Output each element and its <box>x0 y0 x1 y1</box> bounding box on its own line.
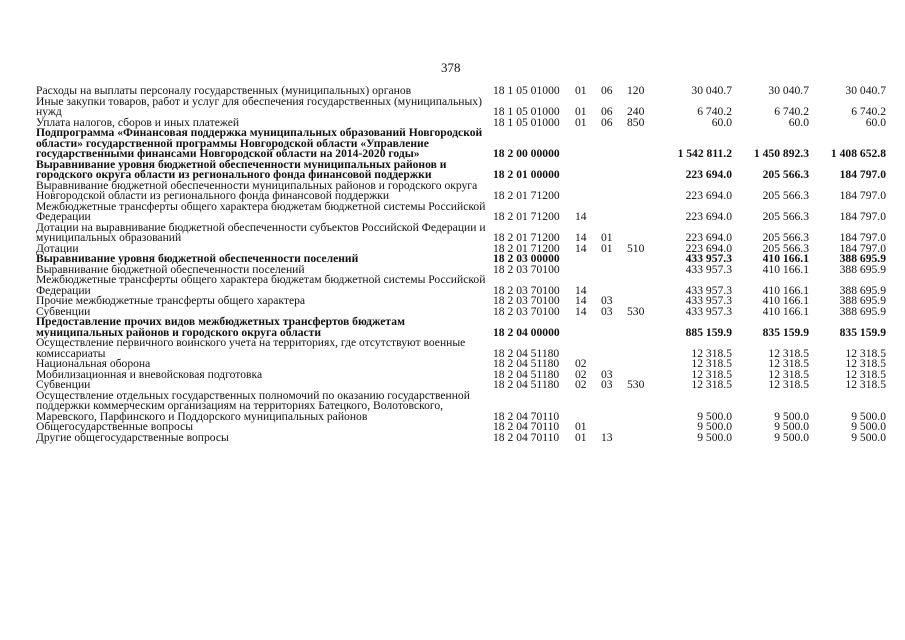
target-code: 18 2 01 00000 <box>493 168 560 181</box>
amount-year-2: 205 566.3 <box>762 189 809 202</box>
amount-year-1: 433 957.3 <box>685 262 732 276</box>
subsection-code: 03 <box>601 304 613 318</box>
amount-year-2: 6 740.2 <box>774 105 809 118</box>
target-code: 18 2 01 71200 <box>493 241 560 255</box>
target-code: 18 1 05 01000 <box>493 115 560 129</box>
expense-type-code: 850 <box>627 115 645 129</box>
amount-year-2: 9 500.0 <box>774 430 809 444</box>
amount-year-1: 433 957.3 <box>685 283 732 297</box>
section-code <box>575 160 601 181</box>
section-code <box>575 128 601 160</box>
section-code <box>575 338 601 359</box>
page-number: 378 <box>441 60 461 75</box>
amount-year-3: 30 040.7 <box>845 84 886 97</box>
subsection-code: 06 <box>601 105 613 118</box>
target-code: 18 2 01 71200 <box>493 189 560 202</box>
table-row <box>36 296 886 307</box>
amount-year-3: 12 318.5 <box>845 357 886 370</box>
amount-year-1: 6 740.2 <box>697 105 732 118</box>
row-name: Подпрограмма «Финансовая поддержка муниципальных образований Новгородской области» государственной программы Новгородской области «Управление государственными финансами Новгородской области на 2014-2020 годы» <box>36 126 483 160</box>
subsection-code <box>601 317 627 338</box>
row-name: Выравнивание бюджетной обеспеченности поселений <box>36 262 305 276</box>
table-row <box>36 223 886 244</box>
section-code: 14 <box>575 283 587 297</box>
amount-year-1: 9 500.0 <box>697 420 732 433</box>
section-code: 14 <box>575 231 587 244</box>
row-name: Выравнивание уровня бюджетной обеспеченности муниципальных районов и городского округа области из регионального фонда финансовой поддержки <box>36 157 447 181</box>
expense-type-code <box>627 254 655 265</box>
amount-year-3: 6 740.2 <box>851 105 886 118</box>
section-code: 01 <box>575 84 587 97</box>
row-name: Субвенции <box>36 378 91 391</box>
row-name: Национальная оборона <box>36 357 151 370</box>
amount-year-1: 60.0 <box>711 115 732 129</box>
expense-type-code <box>627 275 655 296</box>
table-row <box>36 391 886 423</box>
row-name: Иные закупки товаров, работ и услуг для обеспечения государственных (муниципальных) нужд <box>36 94 482 118</box>
amount-year-1: 12 318.5 <box>691 367 732 381</box>
target-code: 18 2 03 70100 <box>493 294 560 307</box>
target-code: 18 1 05 01000 <box>493 84 560 97</box>
amount-year-2: 835 159.9 <box>762 325 809 339</box>
expense-type-code: 510 <box>627 241 645 255</box>
row-name: Другие общегосударственные вопросы <box>36 430 229 444</box>
target-code: 18 2 04 51180 <box>493 346 560 360</box>
subsection-code <box>601 338 627 359</box>
section-code <box>575 181 601 202</box>
target-code: 18 1 05 01000 <box>493 105 560 118</box>
amount-year-3: 184 797.0 <box>839 231 886 244</box>
amount-year-2: 12 318.5 <box>768 346 809 360</box>
amount-year-2: 1 450 892.3 <box>753 147 809 160</box>
table-row <box>36 181 886 202</box>
subsection-code: 01 <box>601 231 613 244</box>
amount-year-3: 184 797.0 <box>839 168 886 181</box>
table-row <box>36 370 886 381</box>
amount-year-1: 433 957.3 <box>685 294 732 307</box>
row-name: Осуществление первичного воинского учета на территориях, где отсутствуют военные комиссариаты <box>36 336 466 360</box>
amount-year-2: 205 566.3 <box>762 231 809 244</box>
amount-year-2: 205 566.3 <box>762 210 809 223</box>
target-code: 18 2 03 00000 <box>493 252 560 265</box>
subsection-code <box>601 128 627 160</box>
row-name: Расходы на выплаты персоналу государственных (муниципальных) органов <box>36 84 412 97</box>
subsection-code <box>601 265 627 276</box>
amount-year-2: 9 500.0 <box>774 409 809 423</box>
row-name: Уплата налогов, сборов и иных платежей <box>36 115 240 129</box>
amount-year-3: 184 797.0 <box>839 210 886 223</box>
target-code: 18 2 04 70110 <box>493 409 560 423</box>
amount-year-1: 223 694.0 <box>685 210 732 223</box>
amount-year-1: 433 957.3 <box>685 252 732 265</box>
expense-type-code <box>627 338 655 359</box>
target-code: 18 2 04 51180 <box>493 367 560 381</box>
table-row <box>36 97 886 118</box>
expense-type-code <box>627 265 655 276</box>
amount-year-2: 9 500.0 <box>774 420 809 433</box>
table-row <box>36 317 886 338</box>
budget-table <box>36 86 886 443</box>
subsection-code <box>601 160 627 181</box>
amount-year-3: 12 318.5 <box>845 367 886 381</box>
section-code: 14 <box>575 304 587 318</box>
section-code: 02 <box>575 378 587 391</box>
subsection-code <box>601 275 627 296</box>
section-code: 01 <box>575 105 587 118</box>
amount-year-3: 60.0 <box>865 115 886 129</box>
expense-type-code <box>627 391 655 423</box>
target-code: 18 2 04 00000 <box>493 325 560 339</box>
row-name: Прочие межбюджетные трансферты общего характера <box>36 294 306 307</box>
row-name: Субвенции <box>36 304 91 318</box>
amount-year-3: 9 500.0 <box>851 420 886 433</box>
amount-year-1: 223 694.0 <box>685 168 732 181</box>
target-code: 18 2 00 00000 <box>493 147 560 160</box>
amount-year-3: 184 797.0 <box>839 241 886 255</box>
section-code <box>575 317 601 338</box>
expense-type-code <box>627 422 655 433</box>
amount-year-1: 30 040.7 <box>691 84 732 97</box>
amount-year-1: 223 694.0 <box>685 231 732 244</box>
expense-type-code: 240 <box>627 105 645 118</box>
section-code: 02 <box>575 367 587 381</box>
amount-year-1: 223 694.0 <box>685 241 732 255</box>
expense-type-code <box>627 181 655 202</box>
table-row <box>36 275 886 296</box>
amount-year-2: 410 166.1 <box>762 304 809 318</box>
expense-type-code <box>627 317 655 338</box>
amount-year-3: 388 695.9 <box>839 252 886 265</box>
amount-year-2: 410 166.1 <box>762 283 809 297</box>
target-code: 18 2 04 51180 <box>493 378 560 391</box>
expense-type-code <box>627 223 655 244</box>
amount-year-3: 184 797.0 <box>839 189 886 202</box>
section-code: 01 <box>575 420 587 433</box>
section-code: 14 <box>575 241 587 255</box>
amount-year-3: 9 500.0 <box>851 430 886 444</box>
amount-year-3: 12 318.5 <box>845 378 886 391</box>
amount-year-3: 1 408 652.8 <box>830 147 886 160</box>
subsection-code <box>601 254 627 265</box>
subsection-code <box>601 181 627 202</box>
target-code: 18 2 03 70100 <box>493 304 560 318</box>
amount-year-2: 60.0 <box>788 115 809 129</box>
row-name: Межбюджетные трансферты общего характера бюджетам бюджетной системы Российской Федерации <box>36 199 486 223</box>
expense-type-code: 530 <box>627 304 645 318</box>
section-code: 02 <box>575 357 587 370</box>
amount-year-2: 410 166.1 <box>762 294 809 307</box>
amount-year-1: 12 318.5 <box>691 357 732 370</box>
expense-type-code: 530 <box>627 378 645 391</box>
row-name: Мобилизационная и вневойсковая подготовка <box>36 367 263 381</box>
section-code <box>575 391 601 423</box>
amount-year-2: 12 318.5 <box>768 357 809 370</box>
table-row <box>36 338 886 359</box>
amount-year-3: 388 695.9 <box>839 262 886 276</box>
row-name: Дотации <box>36 241 79 255</box>
amount-year-2: 205 566.3 <box>762 168 809 181</box>
table-row <box>36 160 886 181</box>
subsection-code: 01 <box>601 241 613 255</box>
expense-type-code <box>627 433 655 444</box>
subsection-code <box>601 202 627 223</box>
expense-type-code <box>627 128 655 160</box>
amount-year-1: 9 500.0 <box>697 409 732 423</box>
subsection-code: 06 <box>601 115 613 129</box>
amount-year-2: 410 166.1 <box>762 262 809 276</box>
target-code: 18 2 04 51180 <box>493 357 560 370</box>
amount-year-1: 12 318.5 <box>691 346 732 360</box>
target-code: 18 2 04 70110 <box>493 430 560 444</box>
amount-year-2: 12 318.5 <box>768 367 809 381</box>
subsection-code: 03 <box>601 378 613 391</box>
row-name: Выравнивание бюджетной обеспеченности муниципальных районов и городского округа Новгородской области из регионального фонда финансовой поддержки <box>36 178 478 202</box>
amount-year-2: 30 040.7 <box>768 84 809 97</box>
expense-type-code: 120 <box>627 84 645 97</box>
target-code: 18 2 03 70100 <box>493 283 560 297</box>
amount-year-1: 1 542 811.2 <box>677 147 732 160</box>
subsection-code: 03 <box>601 367 613 381</box>
amount-year-3: 12 318.5 <box>845 346 886 360</box>
row-name: Дотации на выравнивание бюджетной обеспеченности субъектов Российской Федерации и муниципальных образований <box>36 220 486 244</box>
target-code: 18 2 01 71200 <box>493 210 560 223</box>
row-name: Общегосударственные вопросы <box>36 420 194 433</box>
table-row <box>36 433 886 444</box>
row-name: Межбюджетные трансферты общего характера бюджетам бюджетной системы Российской Федерации <box>36 273 486 297</box>
table-row <box>36 202 886 223</box>
target-code: 18 2 03 70100 <box>493 262 560 276</box>
table-row <box>36 128 886 160</box>
expense-type-code <box>627 359 655 370</box>
amount-year-3: 388 695.9 <box>839 304 886 318</box>
target-code: 18 2 01 71200 <box>493 231 560 244</box>
amount-year-1: 9 500.0 <box>697 430 732 444</box>
section-code: 14 <box>575 210 587 223</box>
amount-year-1: 885 159.9 <box>685 325 732 339</box>
amount-year-3: 9 500.0 <box>851 409 886 423</box>
expense-type-code <box>627 202 655 223</box>
subsection-code: 03 <box>601 294 613 307</box>
target-code: 18 2 04 70110 <box>493 420 560 433</box>
amount-year-2: 12 318.5 <box>768 378 809 391</box>
section-code: 14 <box>575 294 587 307</box>
section-code: 01 <box>575 430 587 444</box>
subsection-code: 13 <box>601 430 613 444</box>
subsection-code <box>601 391 627 423</box>
amount-year-3: 835 159.9 <box>839 325 886 339</box>
amount-year-1: 12 318.5 <box>691 378 732 391</box>
section-code <box>575 265 601 276</box>
amount-year-2: 410 166.1 <box>762 252 809 265</box>
section-code: 01 <box>575 115 587 129</box>
expense-type-code <box>627 160 655 181</box>
amount-year-1: 433 957.3 <box>685 304 732 318</box>
row-name: Осуществление отдельных государственных полномочий по оказанию государственной поддержки коммерческим организациям на территориях Батецкого, Волотовского, Маревского, Парфинского и Поддорского муниципальных районов <box>36 388 470 423</box>
amount-year-3: 388 695.9 <box>839 283 886 297</box>
amount-year-2: 205 566.3 <box>762 241 809 255</box>
amount-year-3: 388 695.9 <box>839 294 886 307</box>
subsection-code: 06 <box>601 84 613 97</box>
section-code <box>575 254 601 265</box>
row-name: Предоставление прочих видов межбюджетных трансфертов бюджетам муниципальных районов и городского округа области <box>36 315 405 339</box>
amount-year-1: 223 694.0 <box>685 189 732 202</box>
row-name: Выравнивание уровня бюджетной обеспеченности поселений <box>36 252 359 265</box>
